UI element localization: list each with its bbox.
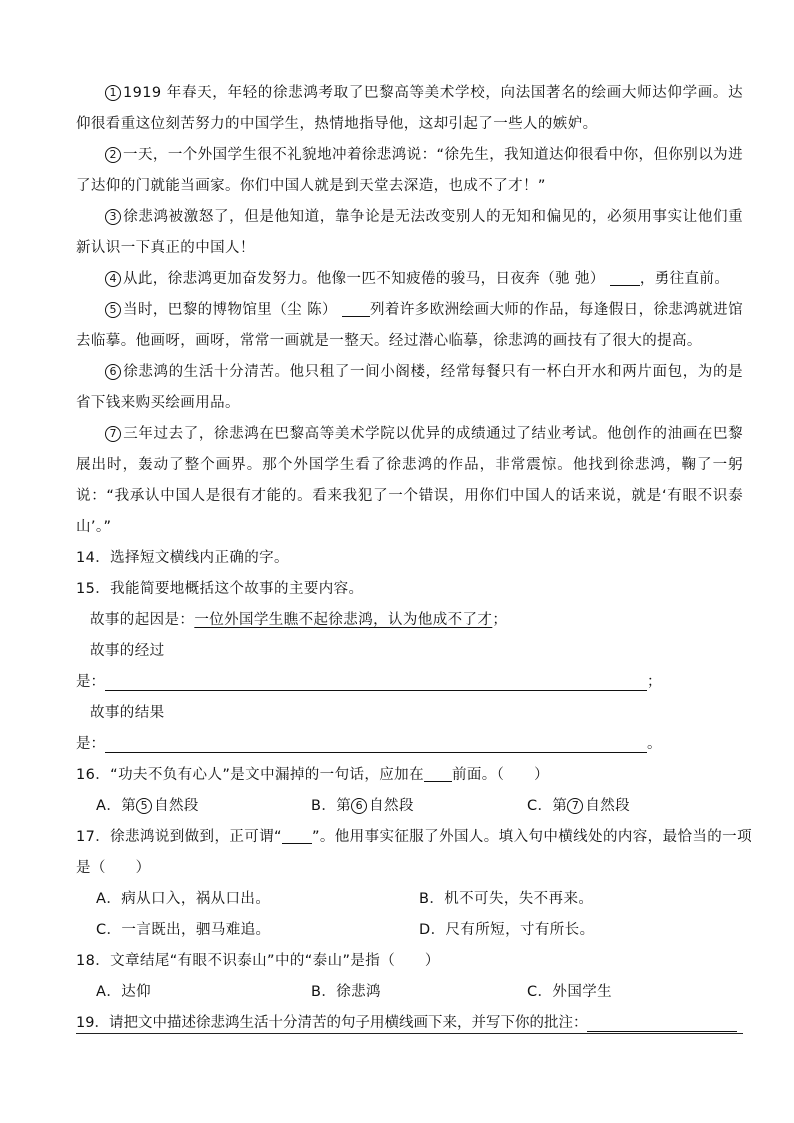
paragraph-text: ，勇往直前。 [639, 271, 730, 287]
option-c[interactable]: C．外国学生 [527, 984, 613, 1000]
option-letter: B．第 [311, 798, 352, 814]
option-b[interactable]: B．机不可失，失不再来。 [419, 891, 594, 907]
passage-paragraph-2 [76, 140, 743, 202]
answer-blank[interactable] [424, 765, 452, 782]
paragraph-number: 7 [567, 798, 583, 814]
paragraph-text: 从此，徐悲鸿更加奋发努力。他像一匹不知疲倦的骏马，日夜奔（驰 弛） [123, 271, 605, 287]
paragraph-number: 5 [136, 798, 152, 814]
paragraph-number: 7 [105, 426, 121, 442]
q15-process-label: 故事的经过 [90, 643, 165, 659]
passage-paragraph-1 [76, 78, 743, 140]
paragraph-text: 1919 年春天，年轻的徐悲鸿考取了巴黎高等美术学校，向法国著名的绘画大师达仰学画。达仰很看重这位刻苦努力的中国学生，热情地指导他，这却引起了一些人的嫉妒。 [76, 85, 743, 132]
option-a[interactable]: A．病从口入，祸从口出。 [96, 891, 271, 907]
answer-line-full[interactable] [76, 1033, 743, 1034]
paragraph-text: 徐悲鸿的生活十分清苦。他只租了一间小阁楼，经常每餐只有一杯白开水和两片面包，为的是省下钱来购买绘画用品。 [76, 364, 743, 411]
process-end: ； [647, 674, 662, 690]
cause-answer: 一位外国学生瞧不起徐悲鸿，认为他成不了才 [194, 612, 493, 628]
option-suffix: 自然段 [585, 798, 631, 814]
answer-blank[interactable] [282, 827, 312, 844]
q15-result-label: 故事的结果 [90, 705, 165, 721]
q17-text-end: 是（ ） [76, 860, 151, 876]
passage-paragraph-5 [76, 295, 743, 357]
paragraph-text: 当时，巴黎的博物馆里（尘 陈） [123, 302, 337, 318]
passage-paragraph-4 [76, 264, 743, 295]
q15-result-row [76, 729, 743, 760]
q18-options [76, 977, 743, 1008]
paragraph-number: 4 [105, 271, 121, 287]
paragraph-number: 5 [105, 302, 121, 318]
q19-answer-line[interactable] [587, 1011, 737, 1032]
answer-blank[interactable] [342, 300, 370, 317]
option-c[interactable] [527, 791, 630, 822]
option-suffix: 自然段 [369, 798, 414, 814]
cause-label: 故事的起因是： [90, 612, 195, 628]
q19-text: 19．请把文中描述徐悲鸿生活十分清苦的句子用横线画下来，并写下你的批注： [76, 1015, 588, 1031]
paragraph-text: 三年过去了，徐悲鸿在巴黎高等美术学院以优异的成绩通过了结业考试。他创作的油画在巴黎展出时，轰动了整个画界。那个外国学生看了徐悲鸿的作品，非常震惊。他找到徐悲鸿，鞠了一躬说：“我承认中国人是很有才能的。看来我犯了一个错误，用你们中国人的话来说，就是‘有眼不识泰山’。” [76, 426, 743, 535]
question-17 [76, 822, 752, 853]
q16-text: 16．“功夫不负有心人”是文中漏掉的一句话，应加在 [76, 767, 424, 783]
paragraph-number: 2 [105, 147, 121, 163]
option-b[interactable] [311, 791, 527, 822]
q17-options-row-2 [76, 915, 743, 946]
q15-cause [76, 605, 743, 636]
paragraph-number: 3 [105, 209, 121, 225]
q16-text-end: 前面。（ ） [451, 767, 550, 783]
paragraph-text: 列着许多欧洲绘画大师的作品，每逢假日，徐悲鸿就进馆去临摹。他画呀，画呀，常常一画就是一整天。经过潜心临摹，徐悲鸿的画技有了很大的提高。 [76, 302, 744, 349]
q17-text-mid: ”。他用事实征服了外国人。填入句中横线处的内容，最恰当的一项 [311, 829, 752, 845]
paragraph-number: 1 [105, 85, 121, 101]
option-suffix: 自然段 [154, 798, 199, 814]
option-letter: A．第 [96, 798, 137, 814]
option-letter: C．第 [527, 798, 568, 814]
q15-process-row [76, 667, 743, 698]
worksheet-page [76, 78, 752, 1039]
option-d[interactable]: D．尺有所短，寸有所长。 [419, 922, 595, 938]
paragraph-number: 6 [351, 798, 367, 814]
question-18: 18．文章结尾“有眼不识泰山”中的“泰山”是指（ ） [76, 953, 440, 969]
process-answer-line[interactable] [105, 670, 647, 691]
passage-paragraph-7 [76, 419, 743, 543]
result-prefix: 是： [76, 736, 105, 752]
q17-text: 17．徐悲鸿说到做到，正可谓“ [76, 829, 282, 845]
question-16 [76, 760, 743, 791]
option-c[interactable]: C．一言既出，驷马难追。 [96, 922, 271, 938]
question-15: 15．我能简要地概括这个故事的主要内容。 [76, 581, 364, 597]
answer-blank[interactable] [610, 269, 640, 286]
option-a[interactable] [96, 791, 311, 822]
passage-paragraph-6 [76, 357, 743, 419]
question-14: 14．选择短文横线内正确的字。 [76, 550, 289, 566]
paragraph-text: 一天，一个外国学生很不礼貌地冲着徐悲鸿说：“徐先生，我知道达仰很看中你，但你别以为进了达仰的门就能当画家。你们中国人就是到天堂去深造，也成不了才！” [76, 147, 743, 194]
question-19 [76, 1008, 743, 1039]
result-answer-line[interactable] [105, 732, 647, 753]
q17-options-row-1 [76, 884, 743, 915]
paragraph-text: 徐悲鸿被激怒了，但是他知道，靠争论是无法改变别人的无知和偏见的，必须用事实让他们重新认识一下真正的中国人！ [76, 209, 743, 256]
option-a[interactable]: A．达仰 [96, 984, 152, 1000]
cause-end: ； [492, 612, 508, 628]
passage-paragraph-3 [76, 202, 743, 264]
result-end: 。 [647, 736, 662, 752]
process-prefix: 是： [76, 674, 105, 690]
option-b[interactable]: B．徐悲鸿 [311, 984, 381, 1000]
paragraph-number: 6 [105, 364, 121, 380]
q16-options [76, 791, 743, 822]
